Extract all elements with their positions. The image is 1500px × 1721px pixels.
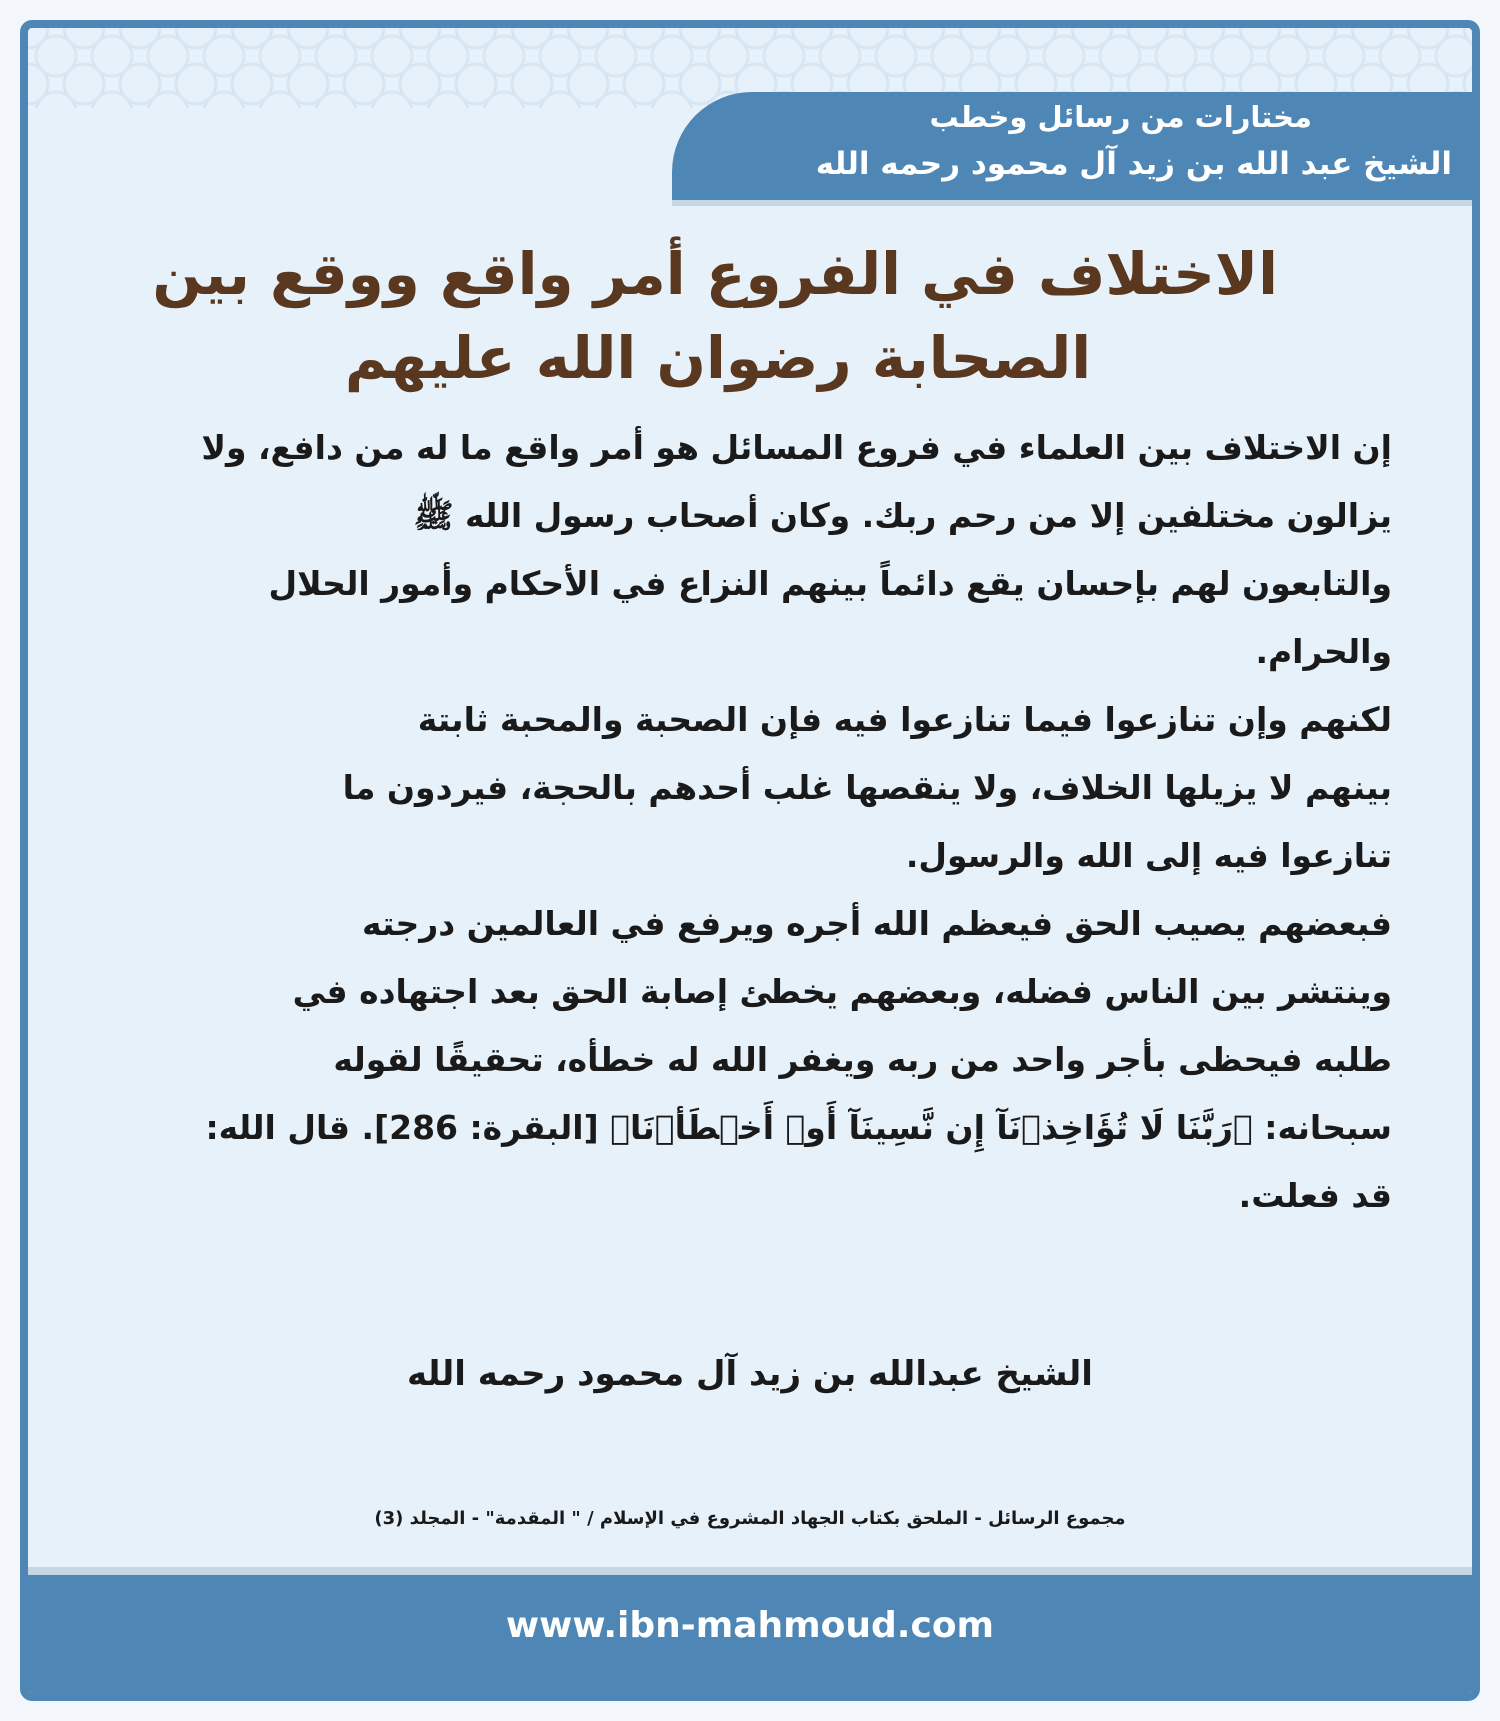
header-band <box>672 92 1472 200</box>
body-text-line: سبحانه: ﴿رَبَّنَا لَا تُؤَاخِذۡنَآ إِن نَّسِينَآ أَوۡ أَخۡطَأۡنَا﴾ [البقرة: 286]. قال الله: <box>205 1108 1392 1147</box>
source-citation: مجموع الرسائل - الملحق بكتاب الجهاد المشروع في الإسلام / " المقدمة" - المجلد (3) <box>374 1508 1126 1529</box>
website-link[interactable]: www.ibn-mahmoud.com <box>505 1605 995 1646</box>
article-title-line-2: الصحابة رضوان الله عليهم <box>344 324 1092 392</box>
header-series-title: مختارات من رسائل وخطب <box>929 100 1312 134</box>
article-title-line-1: الاختلاف في الفروع أمر واقع ووقع بين <box>152 240 1278 308</box>
body-text-line: والحرام. <box>1255 632 1392 671</box>
body-text-line: لكنهم وإن تنازعوا فيما تنازعوا فيه فإن الصحبة والمحبة ثابتة <box>417 700 1392 739</box>
body-text-line: والتابعون لهم بإحسان يقع دائماً بينهم النزاع في الأحكام وأمور الحلال <box>268 564 1392 603</box>
body-text-line: بينهم لا يزيلها الخلاف، ولا ينقصها غلب أحدهم بالحجة، فيردون ما <box>342 768 1392 807</box>
body-text-line: تنازعوا فيه إلى الله والرسول. <box>905 836 1392 875</box>
author-signature: الشيخ عبدالله بن زيد آل محمود رحمه الله <box>407 1354 1093 1394</box>
body-text-line: فبعضهم يصيب الحق فيعظم الله أجره ويرفع في العالمين درجته <box>361 904 1392 943</box>
header-author: الشيخ عبد الله بن زيد آل محمود رحمه الله <box>815 146 1452 182</box>
body-text-line: طلبه فيحظى بأجر واحد من ربه ويغفر الله له خطأه، تحقيقًا لقوله <box>333 1040 1392 1079</box>
body-text-line: إن الاختلاف بين العلماء في فروع المسائل هو أمر واقع ما له من دافع، ولا <box>201 428 1392 467</box>
body-text-line: يزالون مختلفين إلا من رحم ربك. وكان أصحاب رسول الله ﷺ <box>413 496 1392 535</box>
body-text-line: قد فعلت. <box>1238 1176 1392 1215</box>
body-text-line: وينتشر بين الناس فضله، وبعضهم يخطئ إصابة الحق بعد اجتهاده في <box>292 972 1392 1011</box>
card-frame <box>20 20 1480 1701</box>
footer-band <box>28 1567 1472 1693</box>
